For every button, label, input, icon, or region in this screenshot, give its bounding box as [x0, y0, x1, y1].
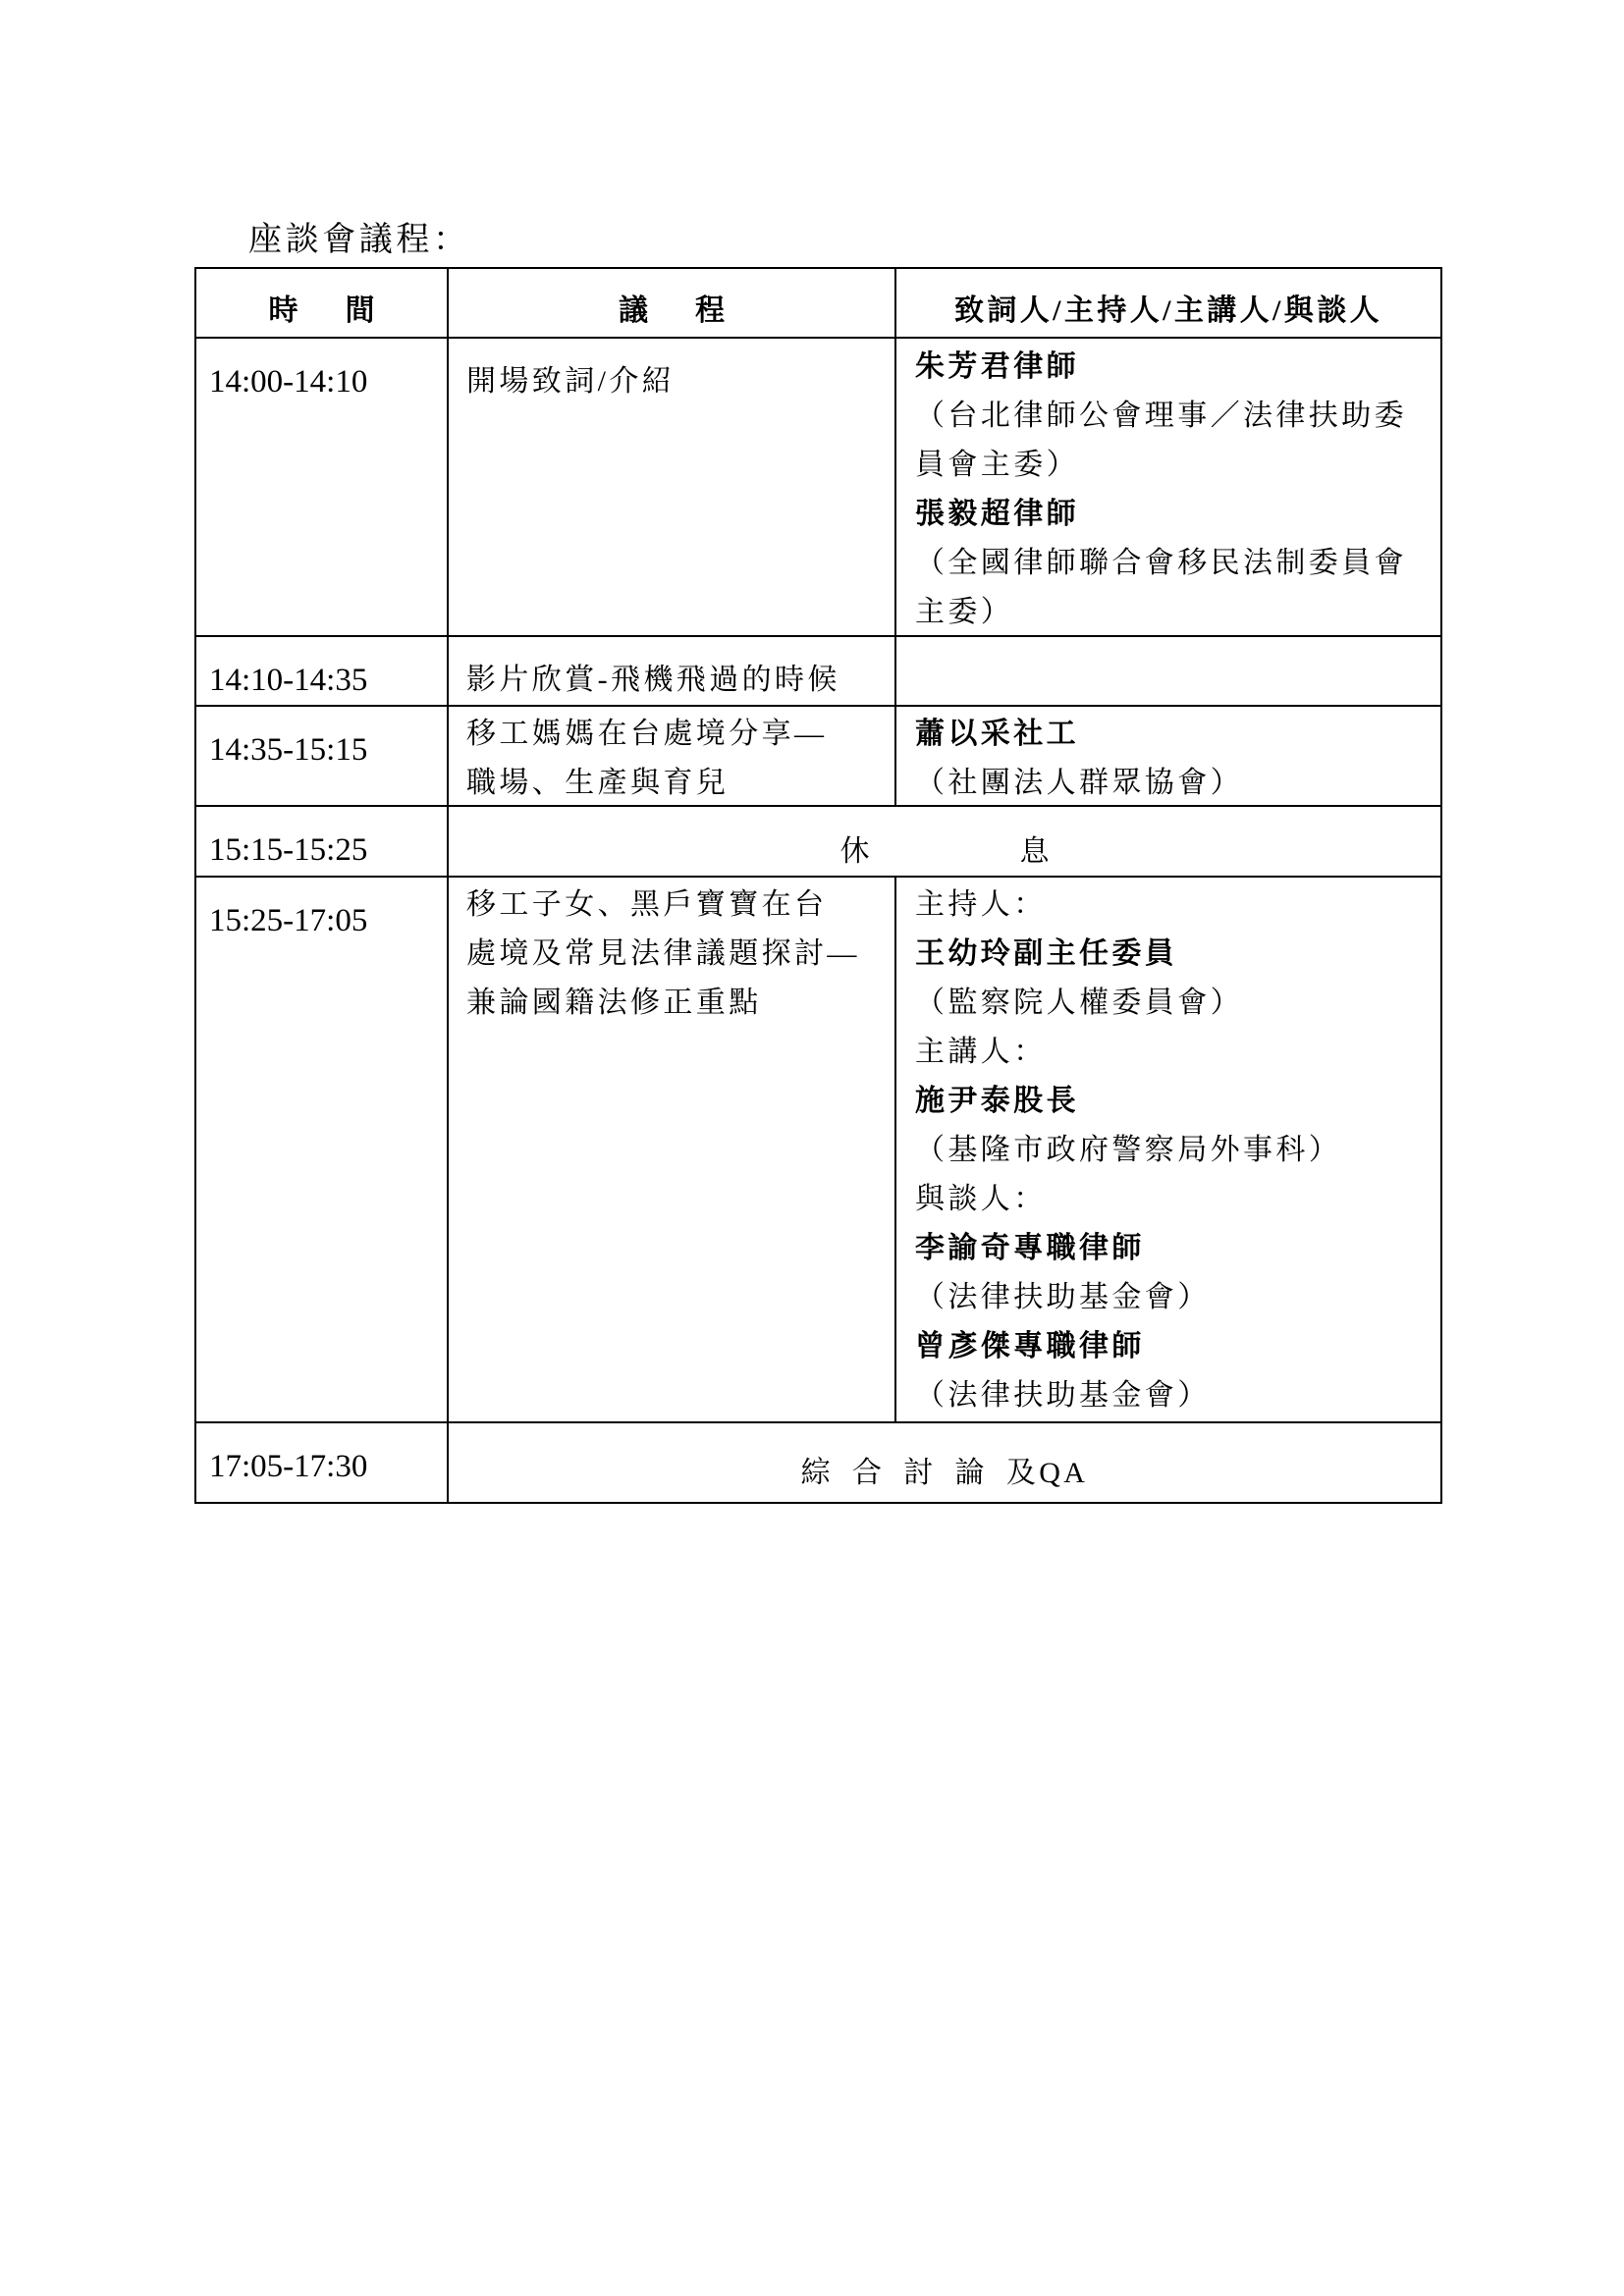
agenda-item: 移工子女、黑戶寶寶在台 [466, 888, 828, 921]
speakers-cell [896, 878, 1440, 1421]
break-cell [449, 807, 1440, 876]
agenda-item: 兼論國籍法修正重點 [466, 987, 762, 1019]
discussion-label: 綜 合 討 論 及QA [800, 1457, 1089, 1489]
time-slot: 14:10-14:35 [209, 663, 368, 698]
time-slot: 15:25-17:05 [209, 903, 368, 938]
speaker-affiliation: （全國律師聯合會移民法制委員會 [915, 547, 1407, 579]
speaker-affiliation: 員會主委） [915, 449, 1079, 481]
header-agenda-label: 議 程 [619, 294, 733, 327]
speaker-affiliation: 主委） [915, 596, 1014, 628]
agenda-cell [449, 878, 894, 1421]
agenda-title: 座談會議程： [248, 222, 470, 258]
header-time-label: 時 間 [268, 294, 384, 327]
agenda-table [194, 267, 1442, 1504]
time-cell [196, 807, 447, 876]
speaker-affiliation: （監察院人權委員會） [915, 987, 1243, 1019]
speaker-name: 朱芳君律師 [915, 350, 1079, 383]
speaker-name: 施尹泰股長 [915, 1085, 1079, 1117]
time-slot: 14:35-15:15 [209, 732, 368, 768]
break-label: 休 息 [839, 835, 1110, 868]
header-agenda-cell [449, 269, 894, 337]
discussion-cell [449, 1423, 1440, 1502]
speaker-affiliation: （台北律師公會理事／法律扶助委 [915, 400, 1407, 432]
time-cell [196, 637, 447, 705]
agenda-cell [449, 339, 894, 635]
speaker-role-label: 主講人： [915, 1036, 1047, 1068]
speaker-role-label: 與談人： [915, 1183, 1047, 1215]
time-cell [196, 707, 447, 805]
speaker-affiliation: （社團法人群眾協會） [915, 767, 1243, 799]
agenda-item: 影片欣賞-飛機飛過的時候 [466, 664, 840, 696]
agenda-cell [449, 637, 894, 705]
speaker-name: 張毅超律師 [915, 498, 1079, 530]
speaker-name: 曾彥傑專職律師 [915, 1330, 1145, 1362]
agenda-item: 職場、生產與育兒 [466, 767, 730, 799]
header-speakers-label: 致詞人/主持人/主講人/與談人 [953, 294, 1382, 327]
agenda-item: 開場致詞/介紹 [466, 365, 676, 398]
time-slot: 17:05-17:30 [209, 1449, 368, 1484]
speaker-name: 李諭奇專職律師 [915, 1232, 1145, 1264]
speaker-affiliation: （法律扶助基金會） [915, 1379, 1211, 1412]
time-cell [196, 339, 447, 635]
time-cell [196, 1423, 447, 1502]
agenda-item: 移工媽媽在台處境分享— [466, 718, 828, 750]
speaker-affiliation: （法律扶助基金會） [915, 1281, 1211, 1313]
agenda-cell [449, 707, 894, 805]
speaker-name: 蕭以采社工 [915, 718, 1079, 750]
time-slot: 15:15-15:25 [209, 832, 368, 868]
time-slot: 14:00-14:10 [209, 364, 368, 400]
header-speakers-cell [896, 269, 1440, 337]
speakers-cell [896, 339, 1440, 635]
speaker-name: 王幼玲副主任委員 [915, 937, 1178, 970]
speaker-affiliation: （基隆市政府警察局外事科） [915, 1134, 1342, 1166]
time-cell [196, 878, 447, 1421]
speakers-cell-empty [896, 637, 1440, 705]
header-time-cell [196, 269, 447, 337]
speakers-cell [896, 707, 1440, 805]
agenda-item: 處境及常見法律議題探討— [466, 937, 860, 970]
speaker-role-label: 主持人： [915, 888, 1047, 921]
